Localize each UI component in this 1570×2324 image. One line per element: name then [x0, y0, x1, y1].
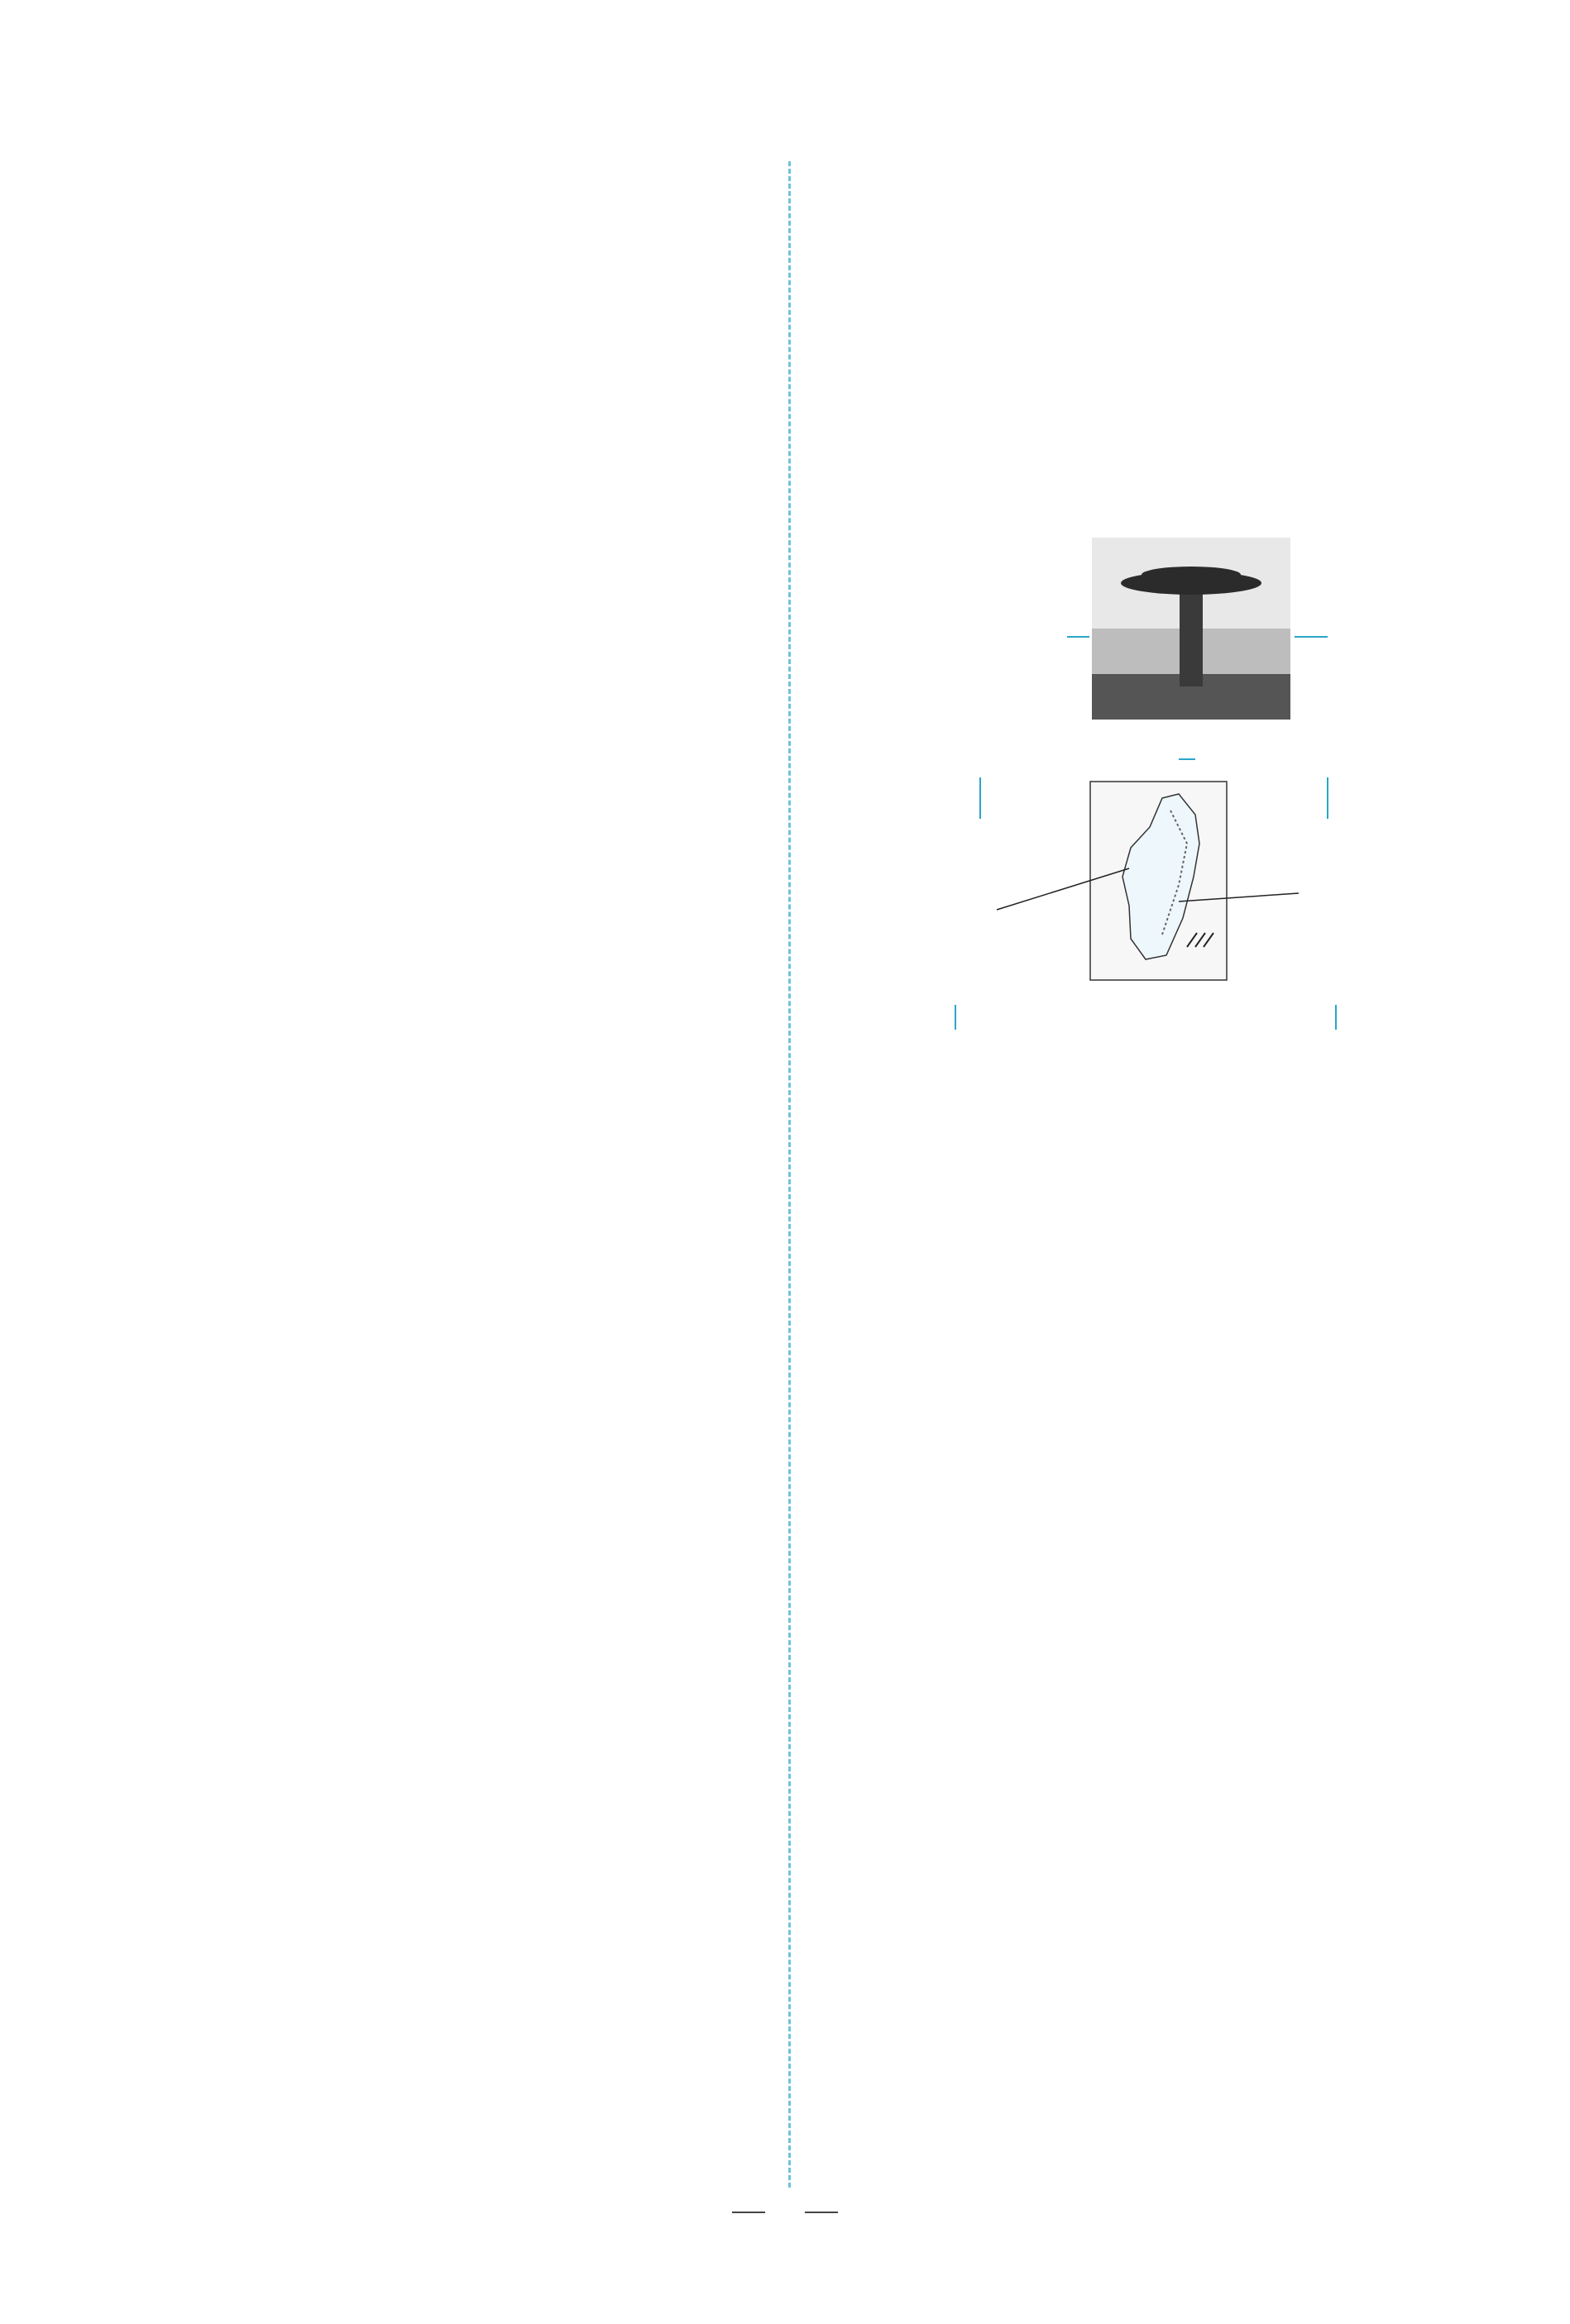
- column-divider: [788, 161, 791, 2188]
- baobab-photo: [1092, 538, 1290, 720]
- madagascar-map: [1090, 782, 1227, 980]
- page-number-row: [0, 2193, 1570, 2228]
- baobab-madagascar-figure: [831, 529, 1460, 1108]
